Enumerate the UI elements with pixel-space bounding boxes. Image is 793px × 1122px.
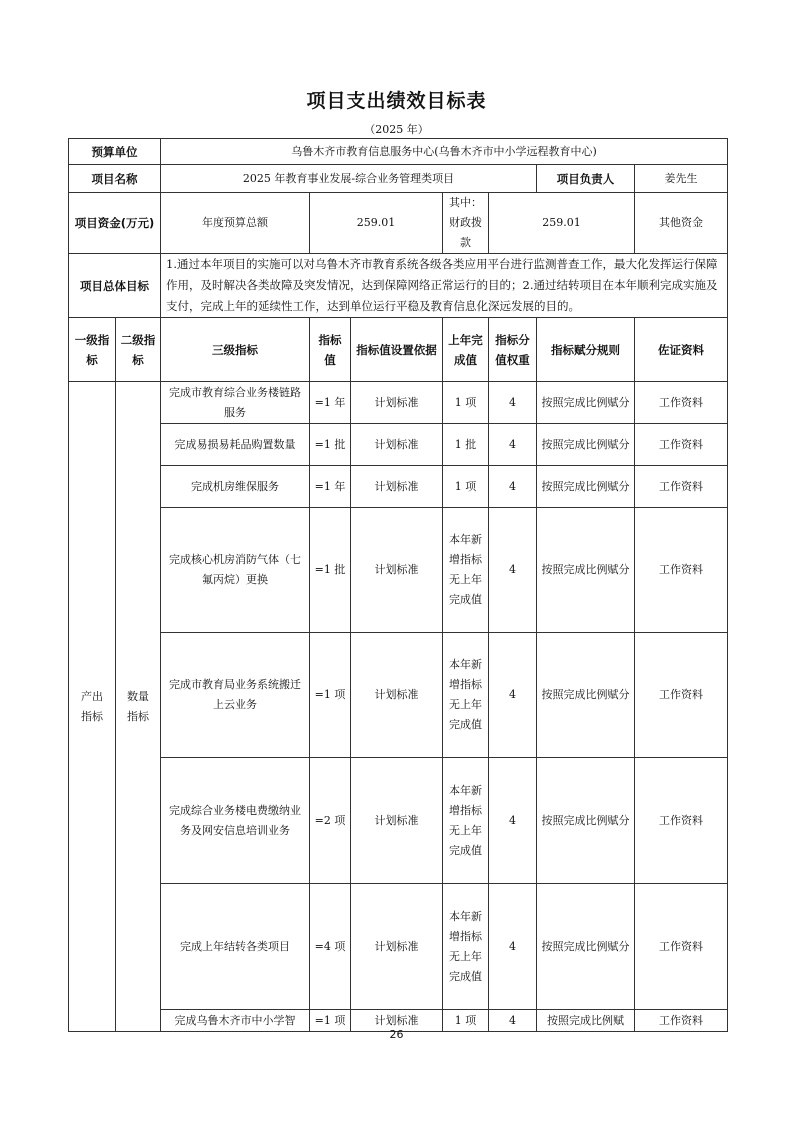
leader-label: 项目负责人 — [537, 165, 635, 193]
other-value-group — [635, 193, 728, 254]
indicator-rule: 按照完成比例赋分 — [537, 884, 635, 1010]
indicator-last: 本年新增指标无上年完成值 — [443, 884, 489, 1010]
indicator-last: 1 项 — [443, 466, 489, 508]
indicator-basis: 计划标准 — [351, 884, 443, 1010]
indicator-value: =1 项 — [310, 1010, 351, 1032]
indicator-weight: 4 — [489, 466, 537, 508]
header-level1: 一级指标 — [69, 318, 116, 382]
indicator-rule: 按照完成比例赋分 — [537, 424, 635, 466]
indicator-value: =1 年 — [310, 382, 351, 424]
indicator-evidence: 工作资料 — [635, 1010, 728, 1032]
table-row — [69, 382, 728, 424]
indicator-rule: 按照完成比例赋分 — [537, 633, 635, 758]
indicator-value: =2 项 — [310, 758, 351, 884]
budget-unit-label: 预算单位 — [69, 139, 161, 165]
indicator-value: =1 批 — [310, 508, 351, 633]
indicator-evidence: 工作资料 — [635, 466, 728, 508]
table-row — [69, 466, 728, 508]
fiscal-label: 其中：财政拨款 — [443, 193, 489, 254]
indicator-last: 本年新增指标无上年完成值 — [443, 633, 489, 758]
indicator-weight: 4 — [489, 633, 537, 758]
indicator-last: 1 批 — [443, 424, 489, 466]
project-name-row — [69, 165, 728, 193]
budget-unit-row — [69, 139, 728, 165]
indicator-name: 完成机房维保服务 — [161, 466, 310, 508]
indicator-basis: 计划标准 — [351, 424, 443, 466]
indicator-rule: 按照完成比例赋分 — [537, 758, 635, 884]
header-weight: 指标分值权重 — [489, 318, 537, 382]
other-label: 其他资金 — [659, 216, 704, 229]
indicator-value: =1 批 — [310, 424, 351, 466]
indicator-name: 完成市教育综合业务楼链路服务 — [161, 382, 310, 424]
indicator-weight: 4 — [489, 884, 537, 1010]
indicator-name: 完成乌鲁木齐市中小学智 — [161, 1010, 310, 1032]
indicator-basis: 计划标准 — [351, 758, 443, 884]
goal-text: 1.通过本年项目的实施可以对乌鲁木齐市教育系统各级各类应用平台进行监测普查工作，最大化发挥运行保障作用，及时解决各类故障及突发情况，达到保障网络正常运行的目的；2.通过结转项目在本年顺利完成实施及支付，完成上年的延续性工作，达到单位运行平稳及教育信息化深远发展的目的。 — [161, 254, 728, 318]
page-number: 26 — [389, 1028, 404, 1041]
annual-budget-label: 年度预算总额 — [161, 193, 310, 254]
indicator-rule: 按照完成比例赋分 — [537, 508, 635, 633]
indicator-name: 完成上年结转各类项目 — [161, 884, 310, 1010]
year-subtitle: （2025 年） — [364, 123, 429, 136]
indicator-rule: 按照完成比例赋分 — [537, 382, 635, 424]
indicator-last: 本年新增指标无上年完成值 — [443, 508, 489, 633]
header-level3: 三级指标 — [161, 318, 310, 382]
header-row — [69, 318, 728, 382]
indicator-name: 完成易损易耗品购置数量 — [161, 424, 310, 466]
indicator-weight: 4 — [489, 758, 537, 884]
indicator-weight: 4 — [489, 1010, 537, 1032]
header-evidence: 佐证资料 — [635, 318, 728, 382]
performance-table — [68, 138, 728, 1032]
indicator-basis: 计划标准 — [351, 508, 443, 633]
funds-row — [69, 193, 728, 254]
indicator-last: 1 项 — [443, 382, 489, 424]
indicator-evidence: 工作资料 — [635, 884, 728, 1010]
indicator-name: 完成综合业务楼电费缴纳业务及网安信息培训业务 — [161, 758, 310, 884]
header-last-year: 上年完成值 — [443, 318, 489, 382]
leader-value: 姜先生 — [635, 165, 728, 193]
level1-cell: 产出指标 — [69, 382, 116, 1032]
indicator-value: =1 项 — [310, 633, 351, 758]
indicator-rule: 按照完成比例赋分 — [537, 466, 635, 508]
indicator-rule: 按照完成比例赋 — [537, 1010, 635, 1032]
header-rule: 指标赋分规则 — [537, 318, 635, 382]
indicator-last: 1 项 — [443, 1010, 489, 1032]
header-value: 指标值 — [310, 318, 351, 382]
indicator-evidence: 工作资料 — [635, 633, 728, 758]
fiscal-value: 259.01 — [489, 193, 635, 254]
table-row — [69, 758, 728, 884]
budget-unit-value: 乌鲁木齐市教育信息服务中心(乌鲁木齐市中小学远程教育中心) — [161, 139, 728, 165]
goal-label: 项目总体目标 — [69, 254, 161, 318]
indicator-name: 完成市教育局业务系统搬迁上云业务 — [161, 633, 310, 758]
project-name-label: 项目名称 — [69, 165, 161, 193]
table-row — [69, 508, 728, 633]
indicator-weight: 4 — [489, 382, 537, 424]
indicator-evidence: 工作资料 — [635, 758, 728, 884]
project-name-value: 2025 年教育事业发展-综合业务管理类项目 — [161, 165, 537, 193]
indicator-basis: 计划标准 — [351, 382, 443, 424]
header-level2: 二级指标 — [116, 318, 161, 382]
table-row — [69, 633, 728, 758]
indicator-weight: 4 — [489, 508, 537, 633]
table-row — [69, 424, 728, 466]
header-basis: 指标值设置依据 — [351, 318, 443, 382]
indicator-basis: 计划标准 — [351, 466, 443, 508]
indicator-basis: 计划标准 — [351, 633, 443, 758]
annual-budget-value: 259.01 — [310, 193, 443, 254]
indicator-name: 完成核心机房消防气体（七氟丙烷）更换 — [161, 508, 310, 633]
indicator-evidence: 工作资料 — [635, 508, 728, 633]
indicator-weight: 4 — [489, 424, 537, 466]
indicator-evidence: 工作资料 — [635, 424, 728, 466]
table-row — [69, 884, 728, 1010]
indicator-value: =1 年 — [310, 466, 351, 508]
goal-row — [69, 254, 728, 318]
indicator-value: =4 项 — [310, 884, 351, 1010]
indicator-basis: 计划标准 — [351, 1010, 443, 1032]
indicator-last: 本年新增指标无上年完成值 — [443, 758, 489, 884]
funds-label: 项目资金(万元) — [69, 193, 161, 254]
level2-cell: 数量指标 — [116, 382, 161, 1032]
page-title: 项目支出绩效目标表 — [306, 90, 487, 112]
indicator-evidence: 工作资料 — [635, 382, 728, 424]
